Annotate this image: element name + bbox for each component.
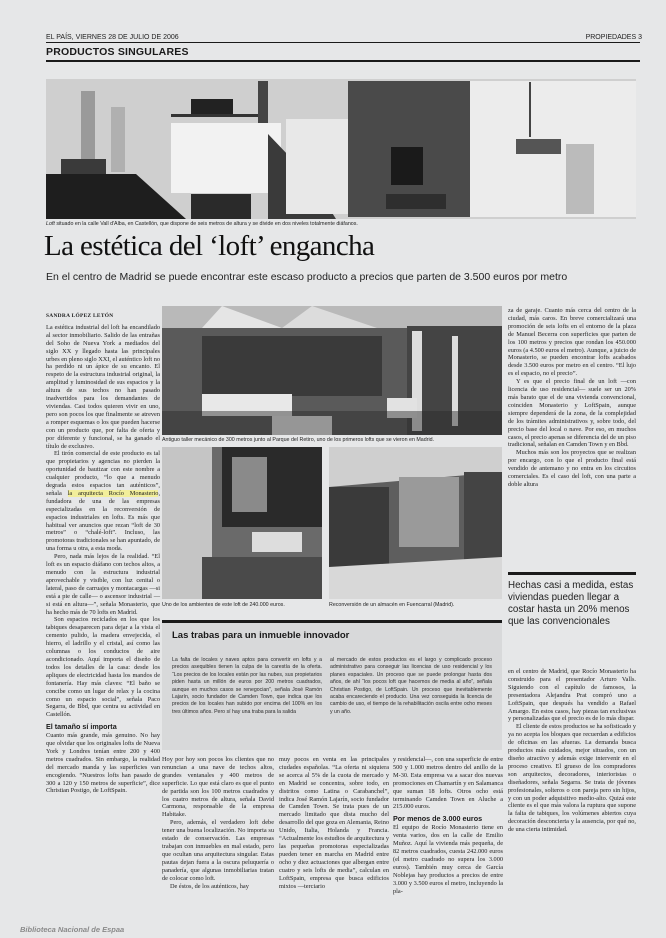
- box-title: Las trabas para un inmueble innovador: [172, 630, 350, 641]
- subheading: Por menos de 3.000 euros: [393, 814, 483, 824]
- pull-quote: Hechas casi a medida, estas viviendas pueden llegar a costar hasta un 20% menos que las convencionales: [508, 580, 634, 627]
- paragraph: Muchos más son los proyectos que se realizan por encargo, con lo que el producto final está vendido de antemano y no entra en los circuitos comerciales. Es el caso del loft, con una parte a doble altura: [508, 449, 636, 488]
- library-watermark: Biblioteca Nacional de Espaa: [20, 925, 125, 934]
- paragraph: Cuanto más grande, más genuino. No hay que olvidar que los originales lofts de Nueva York y Londres tenían entre 200 y 400 metros cuadrados. Sin embargo, la realidad del mercado manda y las superficies van encogiendo. “Nuestros lofts han pasado de 300 a 120 y 150 metros de superficie”, dice Christian Postigo, de LoftSpain.: [46, 732, 160, 795]
- article-column-4: [393, 756, 503, 895]
- top-loft-photo: [46, 79, 636, 219]
- loft-ambient-photo: [162, 447, 322, 599]
- subheading: El tamaño sí importa: [46, 722, 117, 732]
- deck-subtitle: En el centro de Madrid se puede encontrar este escaso producto a precios que parten de 3.500 euros por metro: [46, 271, 568, 283]
- article-column-2: [162, 756, 274, 890]
- page-date-line: EL PAÍS, VIERNES 28 DE JULIO DE 2006: [46, 34, 179, 41]
- headline: La estética del ‘loft’ engancha: [44, 230, 375, 262]
- article-column-5-continued: [508, 668, 636, 834]
- section-rule: [46, 60, 640, 62]
- paragraph: Y es que el precio final de un loft —con licencia de uso residencial— suele ser un 20% más barato que el de una vivienda convencional, coinciden Monasterio y LoftSpain, aunque siempre dependerá de la zona, de la complejidad de los trámites administrativos y, sobre todo, del precio base del local o nave. Por eso, en muchos casos, el precio apenas se diferencia del de un piso tradicional, señalan en Camden Town y en Bbd.: [508, 378, 636, 449]
- highlighted-text: la arquitecta Rocío Monasterio: [67, 489, 159, 497]
- paragraph: en el centro de Madrid, que Rocío Monasterio ha construido para el presentador Arturo Valls. Siguiendo con el capítulo de famosos, la presentadora Alejandra Prat compró uno a LoftSpain, que después ha vendido a Rafael Amargo. En estos casos, hay piezas tan exclusivas y personalizadas que el precio es de lo más dispar.: [508, 668, 636, 723]
- top-photo-caption: Loft situado en la calle Vall d'Alba, en Castellón, que dispone de seis metros de altura y se divide en dos niveles totalmente diáfanos.: [46, 221, 358, 227]
- paragraph: Son espacios reciclados en los que los tabiques desaparecen para dejar a la vista el cemento pulido, la madera envejecida, el hierro, el ladrillo y el cristal, así como las columnas o los conductos de aire acondicionado. Aquí importa el diseño de todos los detalles de la casa: desde los apliques de electricidad hasta los mandos de fontanería. Hay más claves: “El baño se concibe como un lugar de relax y la cocina como un espacio social”, señala Paco Segarra, de Bbd, que centra su actividad en Castellón.: [46, 616, 160, 719]
- header-rule: [46, 42, 640, 43]
- article-column-1: [46, 313, 160, 795]
- main-photo-caption: Antiguo taller mecánico de 300 metros junto al Parque del Retiro, uno de los primeros lofts que se vieron en Madrid.: [162, 437, 435, 443]
- paragraph: De éstos, de los auténticos, hay: [170, 882, 249, 890]
- box-column-2: al mercado de estos productos es el largo y complicado proceso administrativo para conseguir las licencias de uso residencial y los planes espaciales. Un proceso que se puede prolongar hasta dos años, de ahí “los pocos loft que hacemos de media al año”, señala Christian Postigo, de LoftSpain. Un proceso que inevitablemente acaba encareciendo el producto. Una vez conseguida la licencia de cambio de uso, el tiempo de la rehabilitación oscila entre ocho meses y un año.: [330, 657, 492, 715]
- left-photo-caption: Uno de los ambientes de este loft de 240.000 euros.: [162, 602, 285, 608]
- paragraph: Hoy por hoy son pocos los clientes que no renuncian a una nave de techos altos, grandes ventanales y 400 metros de superficie. Lo que está claro es que el punto de partida son los 100 metros cuadrados y los cuatro metros de altura, señala David Carmona, responsable de la empresa Habitake.: [162, 756, 274, 819]
- paragraph: muy pocos en venta en las principales ciudades españolas. “La oferta ni siquiera se acerca al 5% de la cuota de mercado y en Madrid se concentra, sobre todo, en distritos como Latina o Carabanchel”, indica José Ramón Lajarín, socio fundador de Camden Town. Se trata pues de un mercado limitado que dista mucho del desarrollo del que goza en Alemania, Reino Unido, Italia, Holanda y Francia. “Actualmente los estudios de arquitectura y las pequeñas promotoras especializadas pueden tener en marcha en Madrid entre ocho y diez actuaciones que albergan entre cuatro y seis lofts de media”, calculan en LoftSpain, empresa que busca edificios mixtos —terciario: [279, 756, 389, 890]
- article-column-3: [279, 756, 389, 890]
- paragraph: El tirón comercial de este producto es tal que propietarios y agencias no pierden la oportunidad de bautizar con este nombre a cualquier producto, “lo que a menudo degrada estos espacios tan auténticos”, señala la arquitecta Rocío Monasterio, fundadora de una de las empresas especializadas en la reconversión de espacios industriales en lofts. Es más que habitual ver anuncios que rezan “loft de 30 metros” o “chalé-loft”. Incluso, las promotoras tradicionales se han apuntado, de una forma u otra, a esta moda.: [46, 450, 161, 553]
- paragraph: La estética industrial del loft ha encandilado al sector inmobiliario. Salido de las entrañas del Soho de Nueva York a mediados del siglo XX y llegado hasta las principales urbes en pleno siglo XXI, el auténtico loft no ha perdido ni un ápice de su encanto. El respeto de la estructura industrial original, la amplitud y luminosidad de sus espacios y la altura de sus techos no han pasado inadvertidos para los demandantes de viviendas. Casi todos quieren vivir en uno, pero son pocos los que finalmente se atreven a romper esquemas o los que pueden hacerse con un producto que, por falta de oferta y por diferente y funcional, se ha ganado el título de exclusivo.: [46, 323, 160, 450]
- right-photo-caption: Reconversión de un almacén en Fuencarral (Madrid).: [329, 602, 455, 608]
- main-loft-photo: [162, 306, 502, 435]
- paragraph: y residencial—, con una superficie de entre 500 y 1.000 metros dentro del anillo de la M-30. Esta empresa va a sacar dos nuevas promociones en Chamartín y en Salamanca que suman 18 lofts. Otros ocho está terminando Camden Town en Aluche a 215.000 euros.: [393, 756, 503, 811]
- box-column-1: La falta de locales y naves aptos para convertir en lofts y a precios asequibles tienen la culpa de la carestía de la oferta. “Los precios de los locales están por las nubes, sus propietarios piden hasta un millón de euros por 200 metros cuadrados, aunque en muchos casos se renegocian”, señala José Ramón Lajarín, socio fundador de Camden Town, que indica que los precios de los locales han subido por encima del 100% en los tres últimos años. Pero sí hay una traba para la salida: [172, 657, 322, 715]
- sidebar-box: [162, 623, 502, 750]
- section-title: PRODUCTOS SINGULARES: [46, 46, 189, 58]
- page-section-number: PROPIEDADES 3: [585, 34, 642, 41]
- article-column-5: [508, 307, 636, 489]
- paragraph: El equipo de Rocío Monasterio tiene en venta varios, dos en la calle de Emilio Muñoz. Aquí la vivienda más pequeña, de 82 metros cuadrados, cuesta 242.000 euros (el metro cuadrado no supera los 3.000 euros). También muy cerca de García Noblejas hay productos a precios de entre 3.000 y 3.500 euros el metro, incluyendo la pla-: [393, 824, 503, 895]
- byline: SANDRA LÓPEZ LETÓN: [46, 313, 114, 319]
- warehouse-conversion-photo: [329, 447, 502, 599]
- pullquote-rule: [508, 572, 636, 575]
- paragraph: Pero, además, el verdadero loft debe tener una buena localización. No importa su estado de conservación. Las empresas trabajan con inmuebles en mal estado, pero que ocultan una arquitectura singular. Estas pautas dejan fuera a la oscura peluquería o panadería, que algunas inmobiliarias tratan de colocar como loft.: [162, 819, 274, 882]
- paragraph: Pero, nada más lejos de la realidad. “El loft es un espacio diáfano con techos altos, a menudo con la estructura industrial aprovechable y visible, con luz cenital o lateral, paso de carruajes y montacargas —si está a pie de calle— o ascensor industrial —si está en altura—”, señala Monasterio, que ha hecho más de 70 lofts en Madrid.: [46, 553, 160, 616]
- paragraph: El cliente de estos productos se ha sofisticado y ya no acepta los bloques que recuerdan a edificios de oficinas en las afueras. La demanda busca productos más cuidados, mejor situados, con un diseño atractivo y además exige intervenir en el proceso creativo. El grueso de los compradores son arquitectos, decoradores, interioristas o diseñadores, señala Segarra. Se trata de jóvenes profesionales, solteros o con pareja pero sin hijos, y con un poder adquisitivo medio-alto. Quizá este cliente es el que más valora la ruptura que supone la falta de tabiques, los volúmenes abiertos cuya decoración desconcierta y la ausencia, por qué no, de una cierta intimidad.: [508, 723, 636, 834]
- paragraph: za de garaje. Cuanto más cerca del centro de la ciudad, más caros. En breve comercializará una promoción de seis lofts en el entorno de la plaza de Manuel Becerra con superficies que parten de los 100 metros y precios que rondan los 450.000 euros (a 4.500 euros el metro). Aunque, a juicio de Monasterio, se pueden encontrar lofts acabados desde 3.500 euros por metro en el centro. “El lujo es el espacio, no el precio”.: [508, 307, 636, 378]
